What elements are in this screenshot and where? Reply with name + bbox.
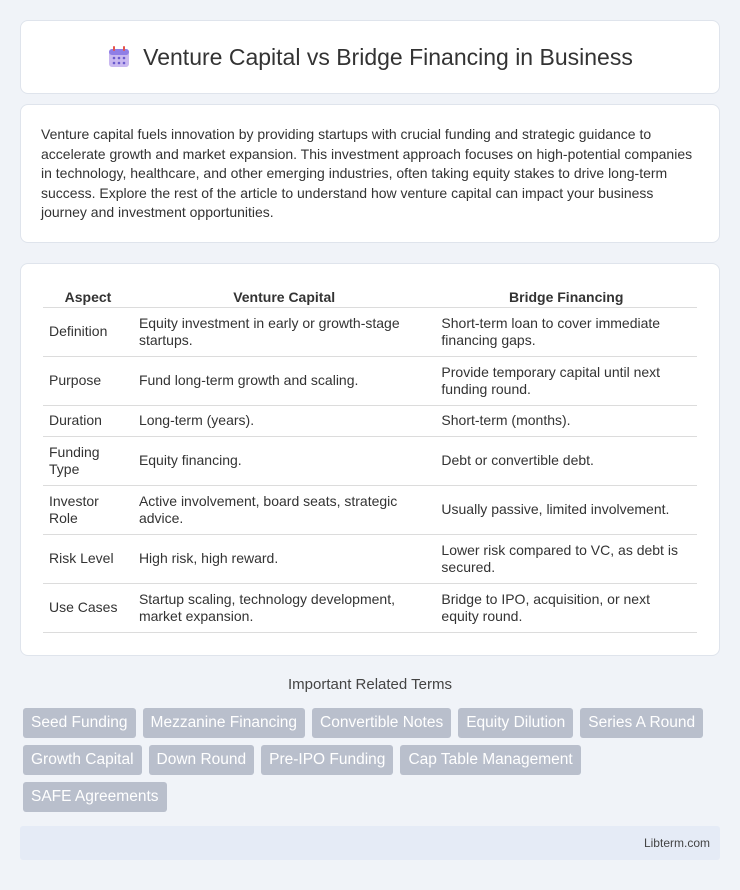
tag-convertible-notes[interactable]: Convertible Notes bbox=[312, 708, 451, 738]
row-venture-capital: Active involvement, board seats, strategic advice. bbox=[133, 486, 435, 535]
row-venture-capital: Equity financing. bbox=[133, 437, 435, 486]
row-bridge-financing: Short-term loan to cover immediate financing gaps. bbox=[435, 308, 697, 357]
row-aspect: Purpose bbox=[43, 357, 133, 406]
footer-site-link[interactable]: Libterm.com bbox=[643, 836, 710, 850]
comparison-card bbox=[20, 263, 720, 656]
row-venture-capital: Long-term (years). bbox=[133, 406, 435, 437]
tag-down-round[interactable]: Down Round bbox=[149, 745, 255, 775]
row-bridge-financing: Usually passive, limited involvement. bbox=[435, 486, 697, 535]
footer bbox=[20, 826, 720, 860]
table-row bbox=[43, 308, 697, 357]
tag-series-a-round[interactable]: Series A Round bbox=[580, 708, 703, 738]
row-bridge-financing: Short-term (months). bbox=[435, 406, 697, 437]
table-row bbox=[43, 406, 697, 437]
tag-pre-ipo-funding[interactable]: Pre-IPO Funding bbox=[261, 745, 393, 775]
table-row bbox=[43, 357, 697, 406]
comparison-table bbox=[43, 284, 697, 633]
row-venture-capital: Startup scaling, technology development, market expansion. bbox=[133, 584, 435, 633]
row-venture-capital: Fund long-term growth and scaling. bbox=[133, 357, 435, 406]
row-aspect: Duration bbox=[43, 406, 133, 437]
table-header-row bbox=[43, 284, 697, 308]
table-row bbox=[43, 486, 697, 535]
table-row bbox=[43, 437, 697, 486]
header-bridge-financing: Bridge Financing bbox=[435, 284, 697, 308]
row-bridge-financing: Lower risk compared to VC, as debt is secured. bbox=[435, 535, 697, 584]
row-bridge-financing: Bridge to IPO, acquisition, or next equity round. bbox=[435, 584, 697, 633]
page-title: Venture Capital vs Bridge Financing in Business bbox=[143, 43, 633, 70]
calendar-icon bbox=[107, 45, 131, 69]
row-aspect: Use Cases bbox=[43, 584, 133, 633]
header-venture-capital: Venture Capital bbox=[133, 284, 435, 308]
related-terms-title: Important Related Terms bbox=[288, 676, 452, 693]
row-aspect: Risk Level bbox=[43, 535, 133, 584]
row-aspect: Investor Role bbox=[43, 486, 133, 535]
header-aspect: Aspect bbox=[43, 284, 133, 308]
tag-safe-agreements[interactable]: SAFE Agreements bbox=[23, 782, 167, 812]
tag-cap-table-management[interactable]: Cap Table Management bbox=[400, 745, 580, 775]
tag-seed-funding[interactable]: Seed Funding bbox=[23, 708, 136, 738]
row-venture-capital: High risk, high reward. bbox=[133, 535, 435, 584]
title-card bbox=[20, 20, 720, 94]
row-aspect: Definition bbox=[43, 308, 133, 357]
table-row bbox=[43, 535, 697, 584]
related-terms-list bbox=[23, 708, 723, 812]
tag-growth-capital[interactable]: Growth Capital bbox=[23, 745, 142, 775]
intro-card bbox=[20, 104, 720, 243]
row-aspect: Funding Type bbox=[43, 437, 133, 486]
row-venture-capital: Equity investment in early or growth-stage startups. bbox=[133, 308, 435, 357]
table-row bbox=[43, 584, 697, 633]
tag-mezzanine-financing[interactable]: Mezzanine Financing bbox=[143, 708, 305, 738]
tag-equity-dilution[interactable]: Equity Dilution bbox=[458, 708, 573, 738]
row-bridge-financing: Provide temporary capital until next funding round. bbox=[435, 357, 697, 406]
intro-text: Venture capital fuels innovation by providing startups with crucial funding and strategic guidance to accelerate growth and market expansion. This investment approach focuses on high-potential companies in technology, healthcare, and other emerging industries, often taking equity stakes to drive long-term success. Explore the rest of the article to understand how venture capital can impact your business journey and investment opportunities. bbox=[41, 126, 693, 221]
row-bridge-financing: Debt or convertible debt. bbox=[435, 437, 697, 486]
